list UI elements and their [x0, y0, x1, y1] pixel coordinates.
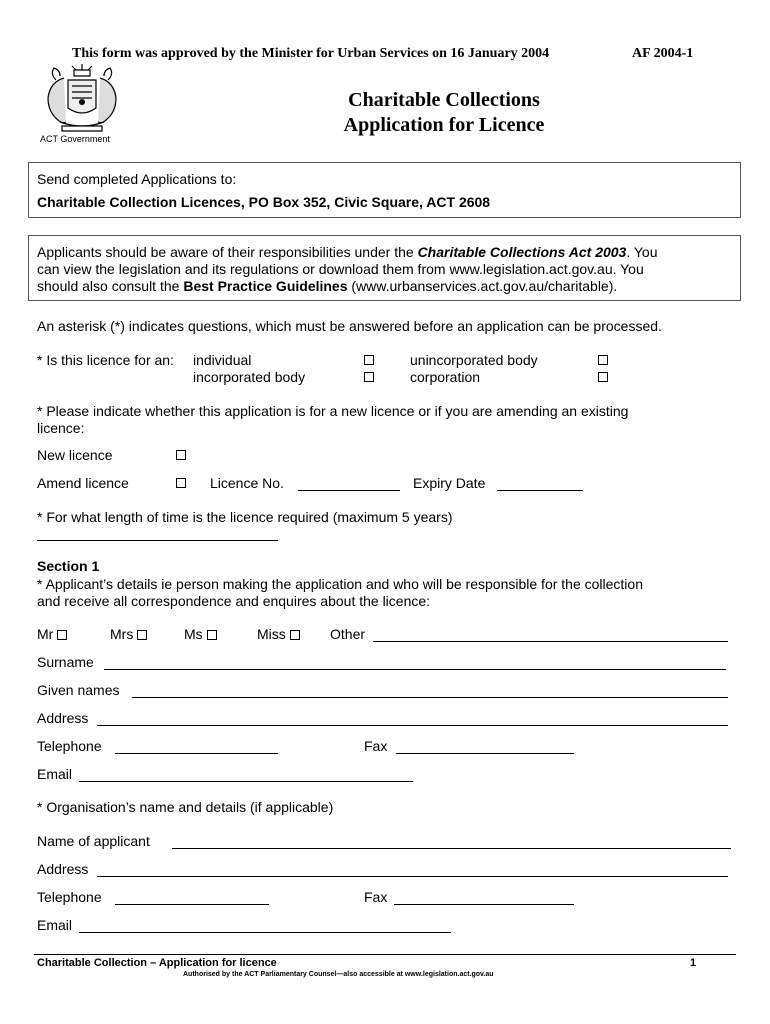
title-mr-option[interactable]: Mr: [37, 626, 67, 643]
title-mrs-option[interactable]: Mrs: [110, 626, 147, 643]
licence-no-label: Licence No.: [210, 475, 284, 491]
individual-checkbox[interactable]: [364, 355, 374, 365]
notice-line3: should also consult the Best Practice Guidelines (www.urbanservices.act.gov.au/charitable).: [37, 278, 618, 294]
section1-intro-line1: * Applicant’s details ie person making the application and who will be responsible for the collection: [37, 576, 643, 592]
applicant-fax-label: Fax: [364, 738, 388, 754]
form-title-line2: Application for Licence: [343, 114, 545, 136]
page-number: 1: [690, 957, 697, 969]
applicant-fax-field[interactable]: [396, 753, 574, 754]
footer-title: Charitable Collection – Application for licence: [37, 957, 277, 969]
option-incorporated-label: incorporated body: [193, 369, 306, 385]
new-amend-question-line1: * Please indicate whether this application is for a new licence or if you are amending an existing: [37, 403, 629, 419]
other-title-label: Other: [330, 626, 366, 642]
applicant-name-label: Name of applicant: [37, 833, 150, 849]
org-address-label: Address: [37, 861, 89, 877]
notice-line1: Applicants should be aware of their responsibilities under the Charitable Collections Act 2003. You: [37, 244, 658, 260]
given-names-label: Given names: [37, 682, 120, 698]
option-corporation-label: corporation: [410, 369, 481, 385]
form-code: AF 2004-1: [632, 46, 694, 61]
applicant-telephone-label: Telephone: [37, 738, 102, 754]
asterisk-note: An asterisk (*) indicates questions, which must be answered before an application can be processed.: [37, 318, 662, 334]
footer-authorised: Authorised by the ACT Parliamentary Counsel—also accessible at www.legislation.act.gov.au: [183, 971, 494, 978]
applicant-address-label: Address: [37, 710, 89, 726]
act-government-logo: [34, 62, 130, 148]
send-address: Charitable Collection Licences, PO Box 352, Civic Square, ACT 2608: [37, 194, 491, 210]
given-names-field[interactable]: [132, 697, 728, 698]
amend-licence-label: Amend licence: [37, 475, 129, 491]
section1-intro-line2: and receive all correspondence and enquires about the licence:: [37, 593, 431, 609]
expiry-date-field[interactable]: [497, 490, 583, 491]
responsibilities-notice: [28, 235, 741, 301]
org-telephone-field[interactable]: [115, 904, 269, 905]
length-question: * For what length of time is the licence required (maximum 5 years): [37, 509, 453, 525]
miss-checkbox[interactable]: [290, 630, 300, 640]
send-label: Send completed Applications to:: [37, 171, 237, 187]
footer-divider: [34, 954, 736, 955]
org-fax-field[interactable]: [394, 904, 574, 905]
mrs-checkbox[interactable]: [137, 630, 147, 640]
applicant-email-label: Email: [37, 766, 73, 782]
org-fax-label: Fax: [364, 889, 388, 905]
new-licence-checkbox[interactable]: [176, 450, 186, 460]
logo-caption: ACT Government: [40, 134, 110, 144]
notice-line2: can view the legislation and its regulations or download them from www.legislation.act.gov.au. You: [37, 261, 644, 277]
organisation-heading: * Organisation’s name and details (if applicable): [37, 799, 334, 815]
amend-licence-checkbox[interactable]: [176, 478, 186, 488]
section1-heading: Section 1: [37, 558, 100, 574]
applicant-address-field[interactable]: [97, 725, 728, 726]
unincorporated-checkbox[interactable]: [598, 355, 608, 365]
new-licence-label: New licence: [37, 447, 113, 463]
licence-no-field[interactable]: [298, 490, 400, 491]
org-address-field[interactable]: [97, 876, 728, 877]
org-telephone-label: Telephone: [37, 889, 102, 905]
title-miss-option[interactable]: Miss: [257, 626, 300, 643]
licence-for-question: * Is this licence for an:: [37, 352, 174, 368]
length-field[interactable]: [37, 540, 278, 541]
title-ms-option[interactable]: Ms: [184, 626, 217, 643]
applicant-email-field[interactable]: [79, 781, 413, 782]
org-email-label: Email: [37, 917, 73, 933]
ms-checkbox[interactable]: [207, 630, 217, 640]
approval-statement: This form was approved by the Minister for Urban Services on 16 January 2004: [72, 46, 550, 61]
incorporated-checkbox[interactable]: [364, 372, 374, 382]
option-unincorporated-label: unincorporated body: [410, 352, 538, 368]
option-individual-label: individual: [193, 352, 252, 368]
guidelines-name: Best Practice Guidelines: [183, 278, 348, 294]
new-amend-question-line2: licence:: [37, 420, 85, 436]
other-title-field[interactable]: [373, 641, 728, 642]
org-email-field[interactable]: [79, 932, 451, 933]
mr-checkbox[interactable]: [57, 630, 67, 640]
surname-label: Surname: [37, 654, 94, 670]
applicant-name-field[interactable]: [172, 848, 731, 849]
surname-field[interactable]: [104, 669, 726, 670]
act-name: Charitable Collections Act 2003: [417, 244, 627, 260]
coat-of-arms-icon: [34, 62, 130, 138]
applicant-telephone-field[interactable]: [115, 753, 278, 754]
corporation-checkbox[interactable]: [598, 372, 608, 382]
send-to-box: [28, 162, 741, 218]
form-title-line1: Charitable Collections: [348, 89, 540, 111]
expiry-date-label: Expiry Date: [413, 475, 486, 491]
